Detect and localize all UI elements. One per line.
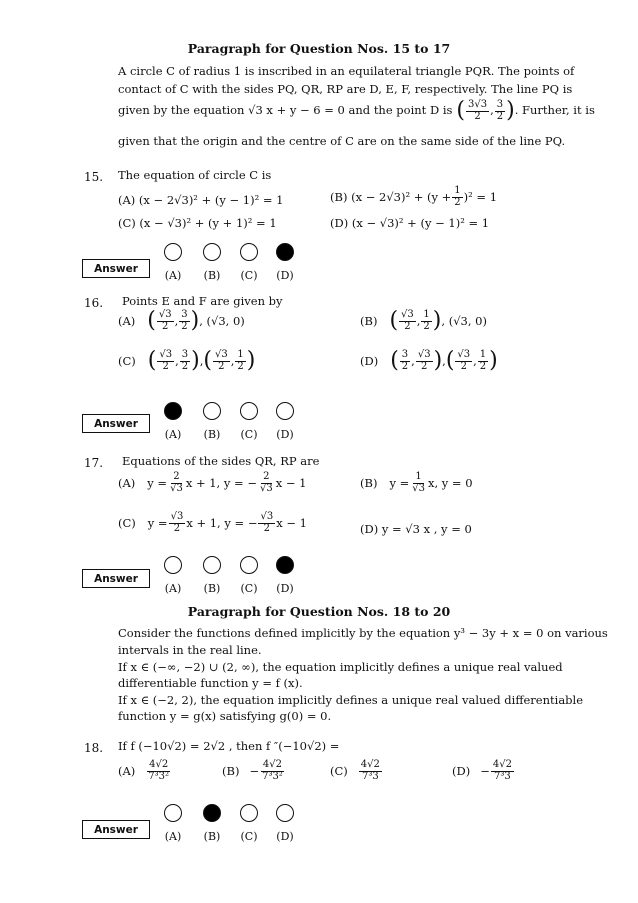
q16-bubble-d[interactable] bbox=[276, 402, 294, 420]
q15-bubble-d[interactable] bbox=[276, 243, 294, 261]
q16-answer-label: Answer bbox=[82, 414, 150, 433]
q18-bubble-a[interactable] bbox=[164, 804, 182, 822]
paragraph1-line3b: . Further, it is bbox=[514, 103, 595, 118]
question-15-number: 15. bbox=[84, 170, 104, 184]
q18-option-d: (D) − $\frac{4√2}{\text{7³3}}$ bbox=[452, 759, 512, 782]
q17-option-b: (B) y = $\frac{1}{√3}$ x, y = 0 bbox=[360, 471, 473, 494]
q17-label-b: (B) bbox=[203, 582, 221, 595]
q15-option-d: (D) (x − √3)² + (y − 1)² = 1 bbox=[330, 216, 490, 230]
q16-bubble-b[interactable] bbox=[203, 402, 221, 420]
q18-label-c: (C) bbox=[240, 830, 258, 843]
question-18-stem: If f (−10√2) = 2√2 , then f ″(−10√2) = bbox=[118, 739, 340, 753]
q15-label-d: (D) bbox=[276, 269, 294, 282]
q17-option-c: (C) y = $\frac{√3}{2}$ x + 1, y = − $\frac{√3}{2}$ x − 1 bbox=[118, 511, 307, 534]
question-15-stem: The equation of circle C is bbox=[118, 168, 272, 182]
q15-label-c: (C) bbox=[240, 269, 258, 282]
paragraph2-line2: intervals in the real line. bbox=[118, 643, 262, 657]
q18-bubble-d[interactable] bbox=[276, 804, 294, 822]
question-16-stem: Points E and F are given by bbox=[122, 294, 283, 308]
q17-answer-label: Answer bbox=[82, 569, 150, 588]
q15-option-b: (B) (x − 2√3)² + (y + $\frac{1}{2}$ )² = 1 bbox=[330, 185, 498, 208]
q17-bubble-a[interactable] bbox=[164, 556, 182, 574]
q15-bubble-c[interactable] bbox=[240, 243, 258, 261]
q16-bubble-c[interactable] bbox=[240, 402, 258, 420]
q15-label-a: (A) bbox=[164, 269, 182, 282]
paragraph1-line3a: given by the equation √3 x + y − 6 = 0 and the point D is bbox=[118, 103, 453, 118]
question-18-number: 18. bbox=[84, 741, 104, 755]
question-16-number: 16. bbox=[84, 296, 104, 310]
q17-bubble-c[interactable] bbox=[240, 556, 258, 574]
q18-label-d: (D) bbox=[276, 830, 294, 843]
q16-bubble-a[interactable] bbox=[164, 402, 182, 420]
q17-label-d: (D) bbox=[276, 582, 294, 595]
q17-label-a: (A) bbox=[164, 582, 182, 595]
q15-option-a: (A) (x − 2√3)² + (y − 1)² = 1 bbox=[118, 193, 284, 207]
q16-label-d: (D) bbox=[276, 428, 294, 441]
q15-option-c: (C) (x − √3)² + (y + 1)² = 1 bbox=[118, 216, 277, 230]
q15-answer-label: Answer bbox=[82, 259, 150, 278]
paragraph1-line3: given by the equation √3 x + y − 6 = 0 and the point D is ( $\frac{3√3}{2}$ , $\frac{3}{2}$ ) . Further, it is bbox=[118, 98, 595, 123]
q17-label-c: (C) bbox=[240, 582, 258, 595]
q18-option-a: (A) $\frac{4√2}{\text{7³3²}}$ bbox=[118, 759, 170, 782]
paragraph2-line1: Consider the functions defined implicitly by the equation y³ − 3y + x = 0 on various bbox=[118, 626, 608, 640]
q18-label-b: (B) bbox=[203, 830, 221, 843]
paragraph1-line1: A circle C of radius 1 is inscribed in an equilateral triangle PQR. The points of bbox=[118, 64, 575, 78]
q16-label-a: (A) bbox=[164, 428, 182, 441]
q17-bubble-b[interactable] bbox=[203, 556, 221, 574]
q17-option-a: (A) y = $\frac{2}{√3}$ x + 1, y = − $\frac{2}{√3}$ x − 1 bbox=[118, 471, 307, 494]
q16-option-d: (D) ( $\frac{3}{2}$ , $\frac{√3}{2}$ ) , ( $\frac{√3}{2}$ , $\frac{1}{2}$ ) bbox=[360, 348, 498, 373]
q17-option-d: (D) y = √3 x , y = 0 bbox=[360, 522, 472, 536]
q18-option-c: (C) $\frac{4√2}{\text{7³3}}$ bbox=[330, 759, 380, 782]
q16-label-c: (C) bbox=[240, 428, 258, 441]
q15-bubble-a[interactable] bbox=[164, 243, 182, 261]
q18-bubble-b[interactable] bbox=[203, 804, 221, 822]
paragraph-title-18-20: Paragraph for Question Nos. 18 to 20 bbox=[187, 604, 451, 619]
paragraph-title-15-17: Paragraph for Question Nos. 15 to 17 bbox=[187, 41, 451, 56]
q18-answer-label: Answer bbox=[82, 820, 150, 839]
q15-label-b: (B) bbox=[203, 269, 221, 282]
paragraph2-line6: function y = g(x) satisfying g(0) = 0. bbox=[118, 709, 332, 723]
point-d-y: $\frac{3}{2}$ bbox=[496, 99, 504, 122]
question-17-number: 17. bbox=[84, 456, 104, 470]
q16-option-c: (C) ( $\frac{√3}{2}$ , $\frac{3}{2}$ ) , ( $\frac{√3}{2}$ , $\frac{1}{2}$ ) bbox=[118, 348, 256, 373]
q16-option-a: (A) ( $\frac{√3}{2}$ , $\frac{3}{2}$ ) , (√3, 0) bbox=[118, 308, 245, 333]
q18-option-b: (B) − $\frac{4√2}{\text{7³3²}}$ bbox=[222, 759, 283, 782]
paragraph2-line3: If x ∈ (−∞, −2) ∪ (2, ∞), the equation implicitly defines a unique real valued bbox=[118, 660, 563, 674]
paragraph2-line5: If x ∈ (−2, 2), the equation implicitly defines a unique real valued differentiable bbox=[118, 693, 584, 707]
paragraph1-line4: given that the origin and the centre of C are on the same side of the line PQ. bbox=[118, 134, 566, 148]
q18-label-a: (A) bbox=[164, 830, 182, 843]
question-17-stem: Equations of the sides QR, RP are bbox=[122, 454, 320, 468]
paragraph1-line2: contact of C with the sides PQ, QR, RP are D, E, F, respectively. The line PQ is bbox=[118, 82, 573, 96]
q15-bubble-b[interactable] bbox=[203, 243, 221, 261]
q18-bubble-c[interactable] bbox=[240, 804, 258, 822]
paragraph2-line4: differentiable function y = f (x). bbox=[118, 676, 303, 690]
point-d-x: $\frac{3√3}{2}$ bbox=[468, 99, 488, 122]
q17-bubble-d[interactable] bbox=[276, 556, 294, 574]
q16-label-b: (B) bbox=[203, 428, 221, 441]
q16-option-b: (B) ( $\frac{√3}{2}$ , $\frac{1}{2}$ ) , (√3, 0) bbox=[360, 308, 487, 333]
